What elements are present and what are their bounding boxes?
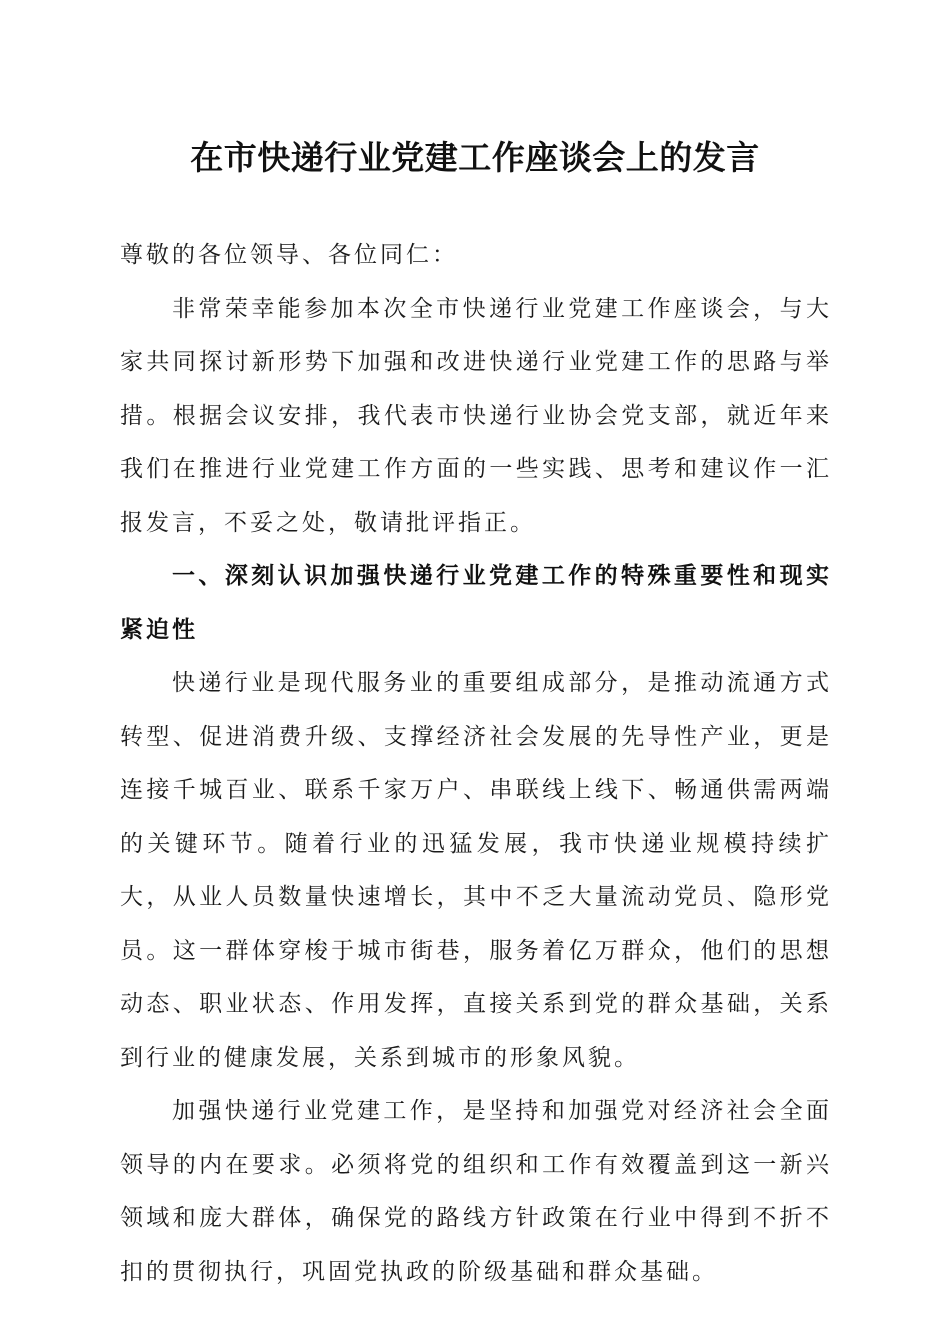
paragraph-industry: 快递行业是现代服务业的重要组成部分，是推动流通方式转型、促进消费升级、支撑经济社会发展的先导性产业，更是连接千城百业、联系千家万户、串联线上线下、畅通供需两端的关键环节。随着行业的迅猛发展，我市快递业规模持续扩大，从业人员数量快速增长，其中不乏大量流动党员、隐形党员。这一群体穿梭于城市街巷，服务着亿万群众，他们的思想动态、职业状态、作用发挥，直接关系到党的群众基础，关系到行业的健康发展，关系到城市的形象风貌。 bbox=[120, 670, 832, 1071]
paragraph-strengthen: 加强快递行业党建工作，是坚持和加强党对经济社会全面领导的内在要求。必须将党的组织和工作有效覆盖到这一新兴领域和庞大群体，确保党的路线方针政策在行业中得到不折不扣的贯彻执行，巩固党执政的阶级基础和群众基础。 bbox=[120, 1098, 832, 1285]
section-heading-1: 一、深刻认识加强快递行业党建工作的特殊重要性和现实紧迫性 bbox=[120, 563, 832, 643]
document-title: 在市快递行业党建工作座谈会上的发言 bbox=[190, 138, 760, 177]
salutation: 尊敬的各位领导、各位同仁： bbox=[120, 242, 458, 268]
document-body bbox=[120, 229, 832, 1299]
paragraph-intro: 非常荣幸能参加本次全市快递行业党建工作座谈会，与大家共同探讨新形势下加强和改进快递行业党建工作的思路与举措。根据会议安排，我代表市快递行业协会党支部，就近年来我们在推进行业党建工作方面的一些实践、思考和建议作一汇报发言，不妥之处，敬请批评指正。 bbox=[120, 295, 832, 536]
